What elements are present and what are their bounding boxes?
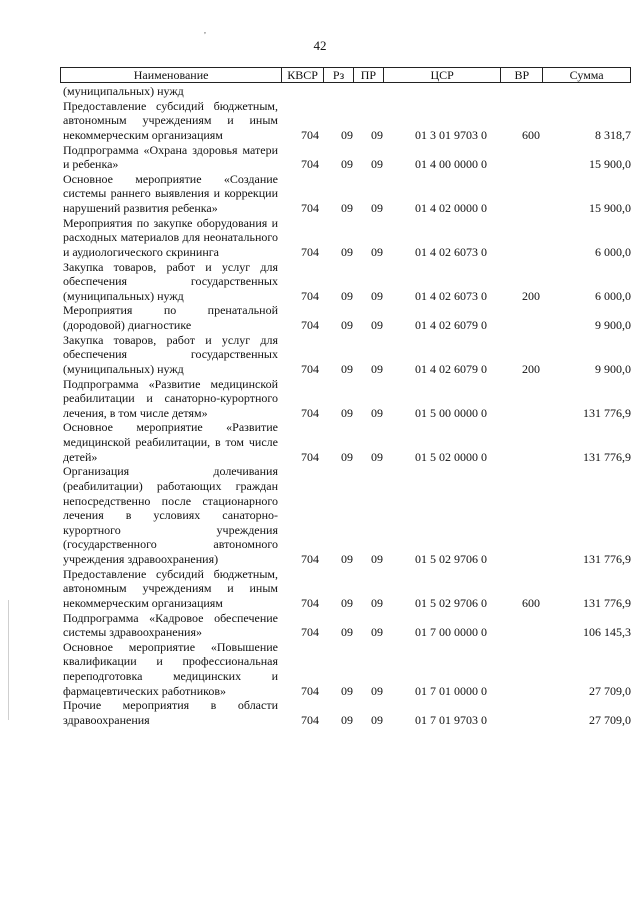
table-row <box>63 611 631 640</box>
cell-vr: 200 <box>522 361 540 376</box>
cell-pr: 09 <box>371 712 383 727</box>
cell-name: Закупка товаров, работ и услуг для обеспечения государственных (муниципальных) нужд <box>63 259 278 303</box>
header-csr: ЦСР <box>384 68 502 82</box>
cell-pr: 09 <box>371 318 383 332</box>
cell-kvsr: 704 <box>301 244 319 259</box>
cell-kvsr: 704 <box>301 552 319 566</box>
cell-csr: 01 4 02 6079 0 <box>415 318 487 332</box>
cell-pr: 09 <box>371 625 383 640</box>
cell-rz: 09 <box>341 552 353 566</box>
table-row <box>63 567 631 611</box>
cell-pr: 09 <box>371 157 383 172</box>
table-row <box>63 333 631 377</box>
cell-name: Подпрограмма «Развитие медицинской реабилитации и санаторно-курортного лечения, в том числе детям» <box>63 376 278 420</box>
cell-kvsr: 704 <box>301 318 319 332</box>
page-number: 42 <box>313 38 327 53</box>
cell-csr: 01 7 01 0000 0 <box>415 683 487 698</box>
header-pr: ПР <box>354 68 384 82</box>
cell-name: Подпрограмма «Охрана здоровья матери и ребенка» <box>63 142 278 172</box>
table-row <box>63 377 631 421</box>
table-row <box>63 640 631 699</box>
cell-rz: 09 <box>341 244 353 259</box>
cell-pr: 09 <box>371 405 383 420</box>
header-kvsr: КВСР <box>282 68 324 82</box>
cell-csr: 01 4 02 6073 0 <box>415 244 487 259</box>
table-row <box>63 84 631 99</box>
cell-kvsr: 704 <box>301 288 319 303</box>
cell-csr: 01 5 00 0000 0 <box>415 405 487 420</box>
cell-kvsr: 704 <box>301 449 319 464</box>
table-row <box>63 303 631 332</box>
cell-rz: 09 <box>341 449 353 464</box>
cell-sum: 131 776,9 <box>583 449 631 464</box>
table-row <box>63 698 631 727</box>
table-body <box>63 84 631 728</box>
cell-rz: 09 <box>341 361 353 376</box>
cell-rz: 09 <box>341 712 353 727</box>
table-row <box>63 420 631 464</box>
cell-rz: 09 <box>341 201 353 215</box>
cell-sum: 27 709,0 <box>589 683 631 698</box>
cell-pr: 09 <box>371 244 383 259</box>
cell-csr: 01 7 00 0000 0 <box>415 625 487 640</box>
table-row <box>63 143 631 172</box>
scan-edge-mark <box>8 600 9 720</box>
table-row <box>63 172 631 216</box>
cell-name: Организация долечивания (реабилитации) работающих граждан непосредственно после стационарного лечения в условиях санаторно-курортного учреждения (государственного автономного учреждения здравоохранения) <box>63 464 278 566</box>
cell-csr: 01 3 01 9703 0 <box>415 127 487 142</box>
cell-rz: 09 <box>341 625 353 640</box>
cell-kvsr: 704 <box>301 201 319 215</box>
table-row <box>63 216 631 260</box>
cell-pr: 09 <box>371 595 383 610</box>
cell-pr: 09 <box>371 288 383 303</box>
cell-rz: 09 <box>341 595 353 610</box>
cell-pr: 09 <box>371 201 383 215</box>
header-vr: ВР <box>501 68 543 82</box>
cell-sum: 15 900,0 <box>589 201 631 215</box>
header-rz: Рз <box>324 68 354 82</box>
cell-name: Подпрограмма «Кадровое обеспечение системы здравоохранения» <box>63 610 278 640</box>
table-row <box>63 464 631 566</box>
cell-csr: 01 4 02 6079 0 <box>415 361 487 376</box>
cell-sum: 9 900,0 <box>595 361 631 376</box>
cell-rz: 09 <box>341 288 353 303</box>
cell-pr: 09 <box>371 552 383 566</box>
cell-sum: 8 318,7 <box>595 127 631 142</box>
cell-sum: 131 776,9 <box>583 595 631 610</box>
cell-rz: 09 <box>341 157 353 172</box>
cell-kvsr: 704 <box>301 361 319 376</box>
cell-kvsr: 704 <box>301 625 319 640</box>
cell-name: Мероприятия по закупке оборудования и расходных материалов для неонатального и аудиологического скрининга <box>63 215 278 259</box>
cell-kvsr: 704 <box>301 157 319 172</box>
cell-vr: 200 <box>522 288 540 303</box>
cell-pr: 09 <box>371 449 383 464</box>
cell-name: Прочие мероприятия в области здравоохранения <box>63 698 278 727</box>
header-name: Наименование <box>61 68 282 82</box>
cell-sum: 15 900,0 <box>589 157 631 172</box>
cell-csr: 01 5 02 0000 0 <box>415 449 487 464</box>
cell-kvsr: 704 <box>301 712 319 727</box>
cell-sum: 6 000,0 <box>595 288 631 303</box>
header-sum: Сумма <box>569 68 604 82</box>
cell-sum: 9 900,0 <box>595 318 631 332</box>
cell-name: Основное мероприятие «Повышение квалификации и профессиональная переподготовка медицинских и фармацевтических работников» <box>63 639 278 698</box>
scan-speck: , <box>204 26 206 35</box>
cell-name: Основное мероприятие «Создание системы раннего выявления и коррекции нарушений развития ребенка» <box>63 171 278 215</box>
cell-name: Предоставление субсидий бюджетным, автономным учреждениям и иным некоммерческим организациям <box>63 98 278 142</box>
cell-kvsr: 704 <box>301 683 319 698</box>
cell-kvsr: 704 <box>301 405 319 420</box>
cell-csr: 01 5 02 9706 0 <box>415 552 487 566</box>
cell-vr: 600 <box>522 127 540 142</box>
cell-rz: 09 <box>341 318 353 332</box>
cell-name: Закупка товаров, работ и услуг для обеспечения государственных (муниципальных) нужд <box>63 332 278 376</box>
cell-sum: 27 709,0 <box>589 712 631 727</box>
cell-pr: 09 <box>371 361 383 376</box>
cell-csr: 01 4 00 0000 0 <box>415 157 487 172</box>
table-row <box>63 99 631 143</box>
cell-kvsr: 704 <box>301 127 319 142</box>
cell-sum: 106 145,3 <box>583 625 631 640</box>
cell-rz: 09 <box>341 683 353 698</box>
cell-pr: 09 <box>371 683 383 698</box>
cell-csr: 01 7 01 9703 0 <box>415 712 487 727</box>
cell-vr: 600 <box>522 595 540 610</box>
table-header <box>60 67 631 83</box>
cell-sum: 6 000,0 <box>595 244 631 259</box>
cell-name: (муниципальных) нужд <box>63 84 184 98</box>
cell-sum: 131 776,9 <box>583 405 631 420</box>
cell-sum: 131 776,9 <box>583 552 631 566</box>
cell-name: Основное мероприятие «Развитие медицинской реабилитации, в том числе детей» <box>63 420 278 464</box>
cell-pr: 09 <box>371 127 383 142</box>
cell-csr: 01 5 02 9706 0 <box>415 595 487 610</box>
cell-rz: 09 <box>341 127 353 142</box>
cell-name: Предоставление субсидий бюджетным, автономным учреждениям и иным некоммерческим организациям <box>63 566 278 610</box>
cell-csr: 01 4 02 0000 0 <box>415 201 487 215</box>
cell-name: Мероприятия по пренатальной (дородовой) диагностике <box>63 303 278 332</box>
cell-csr: 01 4 02 6073 0 <box>415 288 487 303</box>
cell-kvsr: 704 <box>301 595 319 610</box>
cell-rz: 09 <box>341 405 353 420</box>
table-row <box>63 260 631 304</box>
